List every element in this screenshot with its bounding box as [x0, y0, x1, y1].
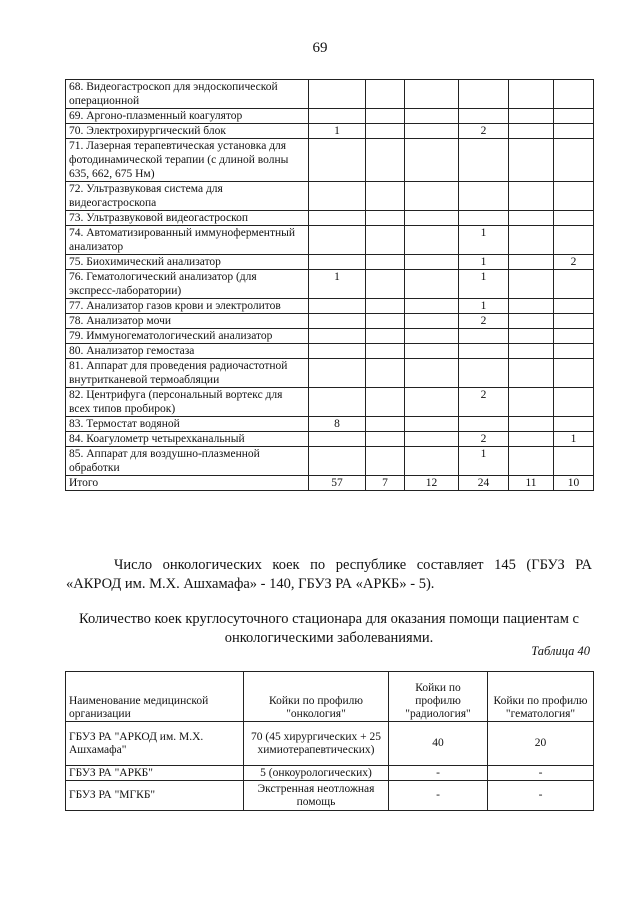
count-cell-col3 — [405, 388, 459, 417]
count-cell-col1 — [309, 255, 366, 270]
count-cell-col6 — [554, 314, 594, 329]
count-cell-col2 — [366, 417, 405, 432]
count-cell-col5 — [509, 109, 554, 124]
table-row — [66, 344, 594, 359]
header-radiology: Койки по профилю "радиология" — [389, 672, 488, 722]
count-cell-col5 — [509, 80, 554, 109]
count-cell-col6 — [554, 299, 594, 314]
table-row — [66, 109, 594, 124]
table-caption: Таблица 40 — [531, 644, 590, 658]
count-cell-col1 — [309, 109, 366, 124]
count-cell-col2 — [366, 314, 405, 329]
count-cell-col2 — [366, 255, 405, 270]
count-cell-col4: 24 — [459, 476, 509, 491]
count-cell-col2 — [366, 432, 405, 447]
count-cell-col5 — [509, 270, 554, 299]
org-name: ГБУЗ РА "МГКБ" — [66, 781, 244, 811]
equipment-name: 84. Коагулометр четырехканальный — [66, 432, 309, 447]
equipment-name: 71. Лазерная терапевтическая установка для фотодинамической терапии (с длиной волны 635, 662, 675 Нм) — [66, 139, 309, 182]
count-cell-col6 — [554, 80, 594, 109]
count-cell-col6 — [554, 329, 594, 344]
hematology-beds: - — [488, 781, 594, 811]
count-cell-col4 — [459, 211, 509, 226]
count-cell-col1 — [309, 139, 366, 182]
count-cell-col4: 2 — [459, 432, 509, 447]
count-cell-col5: 11 — [509, 476, 554, 491]
count-cell-col3 — [405, 270, 459, 299]
beds-table — [65, 671, 594, 811]
count-cell-col1 — [309, 211, 366, 226]
count-cell-col2 — [366, 344, 405, 359]
count-cell-col3 — [405, 80, 459, 109]
equipment-name: 70. Электрохирургический блок — [66, 124, 309, 139]
count-cell-col1: 1 — [309, 270, 366, 299]
count-cell-col5 — [509, 329, 554, 344]
count-cell-col1 — [309, 182, 366, 211]
table-row — [66, 766, 594, 781]
count-cell-col2 — [366, 299, 405, 314]
count-cell-col5 — [509, 314, 554, 329]
count-cell-col1 — [309, 314, 366, 329]
count-cell-col5 — [509, 447, 554, 476]
table-row — [66, 255, 594, 270]
count-cell-col4 — [459, 359, 509, 388]
count-cell-col3 — [405, 299, 459, 314]
equipment-name: 77. Анализатор газов крови и электролитов — [66, 299, 309, 314]
count-cell-col1 — [309, 388, 366, 417]
count-cell-col2 — [366, 182, 405, 211]
oncology-beds: 5 (онкоурологических) — [244, 766, 389, 781]
count-cell-col1 — [309, 344, 366, 359]
header-oncology: Койки по профилю "онкология" — [244, 672, 389, 722]
table-row — [66, 388, 594, 417]
table-row — [66, 299, 594, 314]
count-cell-col6 — [554, 447, 594, 476]
count-cell-col3 — [405, 255, 459, 270]
count-cell-col2 — [366, 447, 405, 476]
count-cell-col6 — [554, 344, 594, 359]
section-heading: Количество коек круглосуточного стационара для оказания помощи пациентам с онкологическими заболеваниями. — [79, 611, 579, 646]
count-cell-col6 — [554, 182, 594, 211]
count-cell-col5 — [509, 139, 554, 182]
count-cell-col1 — [309, 359, 366, 388]
count-cell-col1 — [309, 447, 366, 476]
hematology-beds: 20 — [488, 722, 594, 766]
count-cell-col6 — [554, 270, 594, 299]
radiology-beds: - — [389, 781, 488, 811]
count-cell-col3 — [405, 211, 459, 226]
equipment-name: 81. Аппарат для проведения радиочастотной внутритканевой термоабляции — [66, 359, 309, 388]
equipment-name: 76. Гематологический анализатор (для экспресс-лаборатории) — [66, 270, 309, 299]
count-cell-col4: 1 — [459, 270, 509, 299]
count-cell-col4: 2 — [459, 314, 509, 329]
count-cell-col3 — [405, 417, 459, 432]
count-cell-col4: 1 — [459, 447, 509, 476]
table-row — [66, 359, 594, 388]
count-cell-col4 — [459, 329, 509, 344]
count-cell-col1: 8 — [309, 417, 366, 432]
table-row — [66, 447, 594, 476]
count-cell-col3 — [405, 109, 459, 124]
count-cell-col3 — [405, 432, 459, 447]
count-cell-col6 — [554, 124, 594, 139]
count-cell-col6 — [554, 388, 594, 417]
table-row — [66, 139, 594, 182]
count-cell-col5 — [509, 417, 554, 432]
count-cell-col4 — [459, 344, 509, 359]
table-row — [66, 226, 594, 255]
count-cell-col3 — [405, 182, 459, 211]
count-cell-col4: 1 — [459, 299, 509, 314]
org-name: ГБУЗ РА "АРКБ" — [66, 766, 244, 781]
count-cell-col3 — [405, 314, 459, 329]
count-cell-col5 — [509, 182, 554, 211]
count-cell-col5 — [509, 432, 554, 447]
equipment-name: 74. Автоматизированный иммуноферментный анализатор — [66, 226, 309, 255]
header-hematology: Койки по профилю "гематология" — [488, 672, 594, 722]
equipment-name: 72. Ультразвуковая система для видеогастроскопа — [66, 182, 309, 211]
count-cell-col6 — [554, 226, 594, 255]
count-cell-col4: 1 — [459, 226, 509, 255]
count-cell-col5 — [509, 344, 554, 359]
count-cell-col6: 10 — [554, 476, 594, 491]
equipment-name: 68. Видеогастроскоп для эндоскопической операционной — [66, 80, 309, 109]
count-cell-col4 — [459, 139, 509, 182]
oncology-beds: Экстренная неотложная помощь — [244, 781, 389, 811]
radiology-beds: - — [389, 766, 488, 781]
count-cell-col2: 7 — [366, 476, 405, 491]
count-cell-col6 — [554, 109, 594, 124]
count-cell-col4: 2 — [459, 124, 509, 139]
count-cell-col5 — [509, 255, 554, 270]
count-cell-col2 — [366, 109, 405, 124]
table-row — [66, 432, 594, 447]
count-cell-col6 — [554, 359, 594, 388]
oncology-beds: 70 (45 хирургических + 25 химиотерапевтических) — [244, 722, 389, 766]
count-cell-col1 — [309, 432, 366, 447]
count-cell-col4 — [459, 80, 509, 109]
table-row — [66, 124, 594, 139]
count-cell-col2 — [366, 329, 405, 344]
equipment-name: 80. Анализатор гемостаза — [66, 344, 309, 359]
count-cell-col3: 12 — [405, 476, 459, 491]
count-cell-col2 — [366, 226, 405, 255]
table-row — [66, 722, 594, 766]
table-row — [66, 80, 594, 109]
count-cell-col3 — [405, 124, 459, 139]
count-cell-col6: 2 — [554, 255, 594, 270]
count-cell-col1 — [309, 329, 366, 344]
beds-header-row — [66, 672, 594, 722]
count-cell-col6 — [554, 139, 594, 182]
equipment-name: 83. Термостат водяной — [66, 417, 309, 432]
table-row — [66, 329, 594, 344]
table-row — [66, 417, 594, 432]
count-cell-col3 — [405, 359, 459, 388]
table-row — [66, 476, 594, 491]
count-cell-col5 — [509, 211, 554, 226]
equipment-name: Итого — [66, 476, 309, 491]
count-cell-col1 — [309, 80, 366, 109]
count-cell-col4 — [459, 109, 509, 124]
oncology-beds-paragraph — [66, 556, 592, 594]
table-row — [66, 314, 594, 329]
hematology-beds: - — [488, 766, 594, 781]
count-cell-col1: 1 — [309, 124, 366, 139]
table-row — [66, 781, 594, 811]
radiology-beds: 40 — [389, 722, 488, 766]
count-cell-col1 — [309, 299, 366, 314]
count-cell-col5 — [509, 388, 554, 417]
count-cell-col4 — [459, 417, 509, 432]
count-cell-col3 — [405, 329, 459, 344]
count-cell-col3 — [405, 447, 459, 476]
count-cell-col3 — [405, 344, 459, 359]
count-cell-col1: 57 — [309, 476, 366, 491]
equipment-name: 69. Аргоно-плазменный коагулятор — [66, 109, 309, 124]
table-row — [66, 270, 594, 299]
count-cell-col5 — [509, 299, 554, 314]
count-cell-col6: 1 — [554, 432, 594, 447]
equipment-name: 73. Ультразвуковой видеогастроскоп — [66, 211, 309, 226]
count-cell-col3 — [405, 139, 459, 182]
table-row — [66, 211, 594, 226]
count-cell-col5 — [509, 359, 554, 388]
count-cell-col5 — [509, 226, 554, 255]
header-org: Наименование медицинской организации — [66, 672, 244, 722]
count-cell-col2 — [366, 388, 405, 417]
org-name: ГБУЗ РА "АРКОД им. М.Х. Ашхамафа" — [66, 722, 244, 766]
equipment-table — [65, 79, 594, 491]
equipment-name: 78. Анализатор мочи — [66, 314, 309, 329]
count-cell-col4: 1 — [459, 255, 509, 270]
count-cell-col6 — [554, 211, 594, 226]
equipment-name: 82. Центрифуга (персональный вортекс для всех типов пробирок) — [66, 388, 309, 417]
table-row — [66, 182, 594, 211]
count-cell-col6 — [554, 417, 594, 432]
count-cell-col2 — [366, 80, 405, 109]
equipment-name: 85. Аппарат для воздушно-плазменной обработки — [66, 447, 309, 476]
count-cell-col3 — [405, 226, 459, 255]
count-cell-col4 — [459, 182, 509, 211]
count-cell-col4: 2 — [459, 388, 509, 417]
equipment-name: 75. Биохимический анализатор — [66, 255, 309, 270]
count-cell-col2 — [366, 270, 405, 299]
count-cell-col1 — [309, 226, 366, 255]
equipment-name: 79. Иммуногематологический анализатор — [66, 329, 309, 344]
count-cell-col5 — [509, 124, 554, 139]
page-number: 69 — [312, 40, 328, 56]
count-cell-col2 — [366, 139, 405, 182]
paragraph-text: Число онкологических коек по республике составляет 145 (ГБУЗ РА «АКРОД им. М.Х. Ашхамафа» - 140, ГБУЗ РА «АРКБ» - 5). — [66, 557, 592, 592]
count-cell-col2 — [366, 211, 405, 226]
count-cell-col2 — [366, 359, 405, 388]
count-cell-col2 — [366, 124, 405, 139]
